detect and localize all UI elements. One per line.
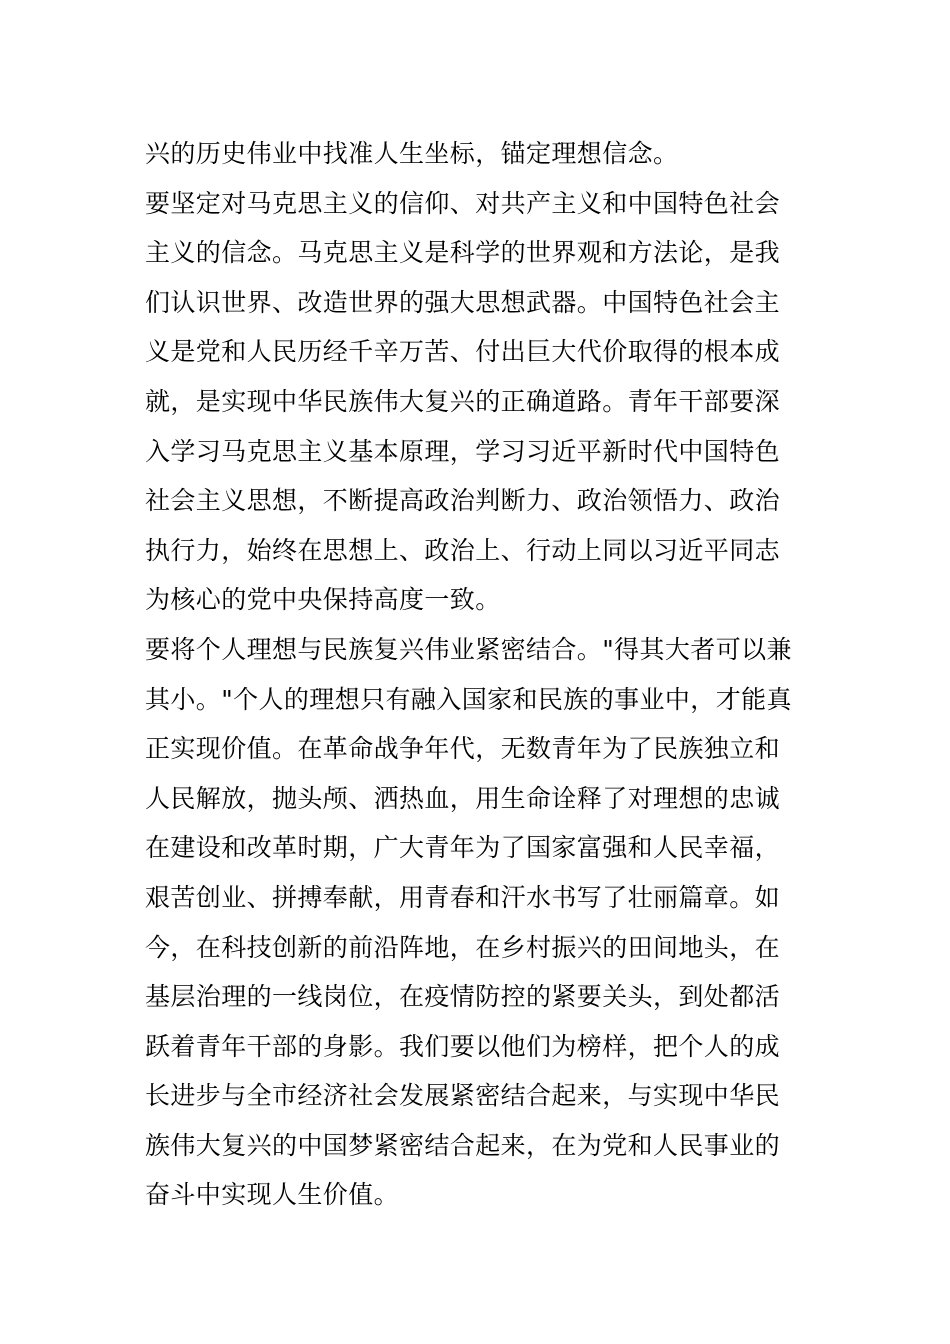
text-line: 今，在科技创新的前沿阵地，在乡村振兴的田间地头，在 [145,932,781,962]
text-line: 艰苦创业、拼搏奉献，用青春和汗水书写了壮丽篇章。如 [145,882,781,912]
text-line: 在建设和改革时期，广大青年为了国家富强和人民幸福， [145,833,781,863]
text-line: 义是党和人民历经千辛万苦、付出巨大代价取得的根本成 [145,337,781,367]
text-line: 长进步与全市经济社会发展紧密结合起来，与实现中华民 [145,1081,781,1111]
text-line: 主义的信念。马克思主义是科学的世界观和方法论，是我 [145,238,781,268]
text-line: 执行力，始终在思想上、政治上、行动上同以习近平同志 [145,535,781,565]
text-line: 其小。"个人的理想只有融入国家和民族的事业中，才能真 [145,684,792,714]
text-line: 为核心的党中央保持高度一致。 [145,585,501,615]
text-line: 跃着青年干部的身影。我们要以他们为榜样，把个人的成 [145,1031,781,1061]
text-line: 正实现价值。在革命战争年代，无数青年为了民族独立和 [145,734,781,764]
text-line: 要将个人理想与民族复兴伟业紧密结合。"得其大者可以兼 [145,634,792,664]
text-line: 社会主义思想，不断提高政治判断力、政治领悟力、政治 [145,486,781,516]
text-line: 兴的历史伟业中找准人生坐标，锚定理想信念。 [145,139,679,168]
text-line: 基层治理的一线岗位，在疫情防控的紧要关头，到处都活 [145,982,781,1012]
text-line: 奋斗中实现人生价值。 [145,1180,400,1210]
text-line: 就，是实现中华民族伟大复兴的正确道路。青年干部要深 [145,386,781,416]
text-line: 族伟大复兴的中国梦紧密结合起来，在为党和人民事业的 [145,1130,781,1160]
body-text [145,129,815,1220]
text-line: 入学习马克思主义基本原理，学习习近平新时代中国特色 [145,436,781,466]
text-line: 人民解放，抛头颅、洒热血，用生命诠释了对理想的忠诚 [145,783,781,813]
text-line: 要坚定对马克思主义的信仰、对共产主义和中国特色社会 [145,188,781,218]
text-line: 们认识世界、改造世界的强大思想武器。中国特色社会主 [145,287,781,317]
